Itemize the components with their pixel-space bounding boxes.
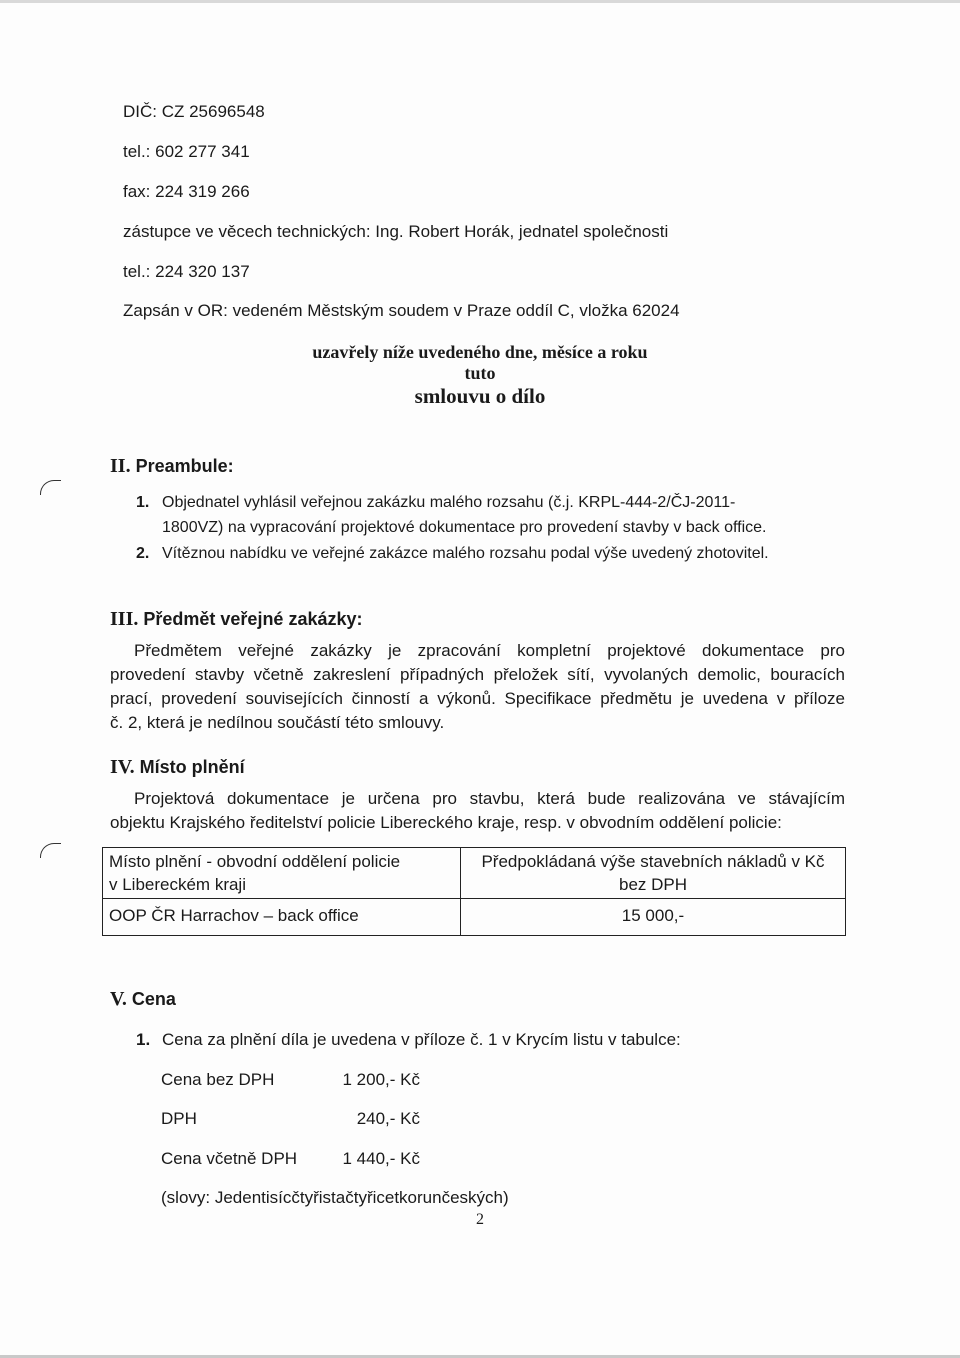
section-title: Cena — [131, 989, 176, 1009]
table-cell: OOP ČR Harrachov – back office — [103, 899, 461, 936]
fax-line: fax: 224 319 266 — [123, 182, 250, 201]
table-header-text: Místo plnění - obvodní oddělení policie — [109, 852, 401, 871]
list-item-text: Vítěznou nabídku ve veřejné zakázce malého rozsahu podal výše uvedený zhotovitel. — [162, 545, 769, 562]
section-number: II. — [110, 455, 131, 477]
page-edge-top — [0, 0, 960, 3]
paragraph-line: Projektová dokumentace je určena pro stavbu, která bude realizována ve stávajícím — [134, 789, 845, 808]
section-title: Předmět veřejné zakázky: — [143, 609, 363, 629]
price-label: Cena včetně DPH — [161, 1149, 298, 1168]
cost-table — [102, 847, 846, 936]
representative-line: zástupce ve věcech technických: Ing. Robert Horák, jednatel společnosti — [123, 222, 669, 241]
paragraph-line: Předmětem veřejné zakázky je zpracování kompletní projektové dokumentace pro — [134, 641, 845, 660]
predmet-paragraph — [110, 639, 845, 735]
list-item-text: 1800VZ) na vypracování projektové dokumentace pro provedení stavby v back office. — [162, 519, 767, 536]
fold-mark-icon — [40, 843, 61, 858]
section-number: IV. — [110, 756, 135, 778]
registry-line: Zapsán v OR: vedeném Městským soudem v Praze oddíl C, vložka 62024 — [123, 301, 680, 320]
section-heading-preambule — [110, 455, 234, 478]
price-value: 1 200,- Kč — [342, 1070, 420, 1089]
price-in-words: (slovy: Jedentisícčtyřistačtyřicetkorunčeských) — [161, 1188, 509, 1207]
dic-line: DIČ: CZ 25696548 — [123, 102, 265, 121]
table-header-cell — [461, 848, 846, 899]
price-label: Cena bez DPH — [161, 1070, 275, 1089]
table-row — [103, 899, 846, 936]
section-number: III. — [110, 608, 139, 630]
section-title: Preambule: — [135, 456, 234, 476]
section-title: Místo plnění — [139, 757, 245, 777]
table-header-text: v Libereckém kraji — [109, 875, 246, 894]
paragraph-line: objektu Krajského ředitelství policie Libereckého kraje, resp. v obvodním oddělení policie: — [110, 813, 782, 832]
list-number: 1. — [136, 494, 150, 511]
fold-mark-icon — [40, 480, 61, 495]
price-value: 1 440,- Kč — [342, 1149, 420, 1168]
section-number: V. — [110, 988, 127, 1010]
price-value: 240,- Kč — [356, 1109, 420, 1128]
table-cell: 15 000,- — [461, 899, 846, 936]
title-line-1: uzavřely níže uvedeného dne, měsíce a roku — [312, 342, 648, 362]
misto-paragraph — [110, 787, 845, 835]
list-item-text: Cena za plnění díla je uvedena v příloze č. 1 v Krycím listu v tabulce: — [162, 1030, 681, 1049]
paragraph-line: prací, provedení souvisejících činností a výkonů. Specifikace předmětu je uvedena v příloze — [110, 689, 845, 708]
page-number: 2 — [476, 1211, 484, 1228]
table-header-row — [103, 848, 846, 899]
tel2-line: tel.: 224 320 137 — [123, 262, 250, 281]
page-title: smlouvu o dílo — [414, 384, 546, 408]
list-item-text: Objednatel vyhlásil veřejnou zakázku malého rozsahu (č.j. KRPL-444-2/ČJ-2011- — [162, 494, 736, 511]
title-line-2: tuto — [464, 363, 496, 383]
list-number: 2. — [136, 545, 150, 562]
table-header-cell — [103, 848, 461, 899]
section-heading-cena — [110, 988, 176, 1011]
paragraph-line: č. 2, která je nedílnou součástí této smlouvy. — [110, 713, 445, 732]
table-header-text: bez DPH — [618, 875, 688, 894]
section-heading-predmet — [110, 608, 363, 631]
price-label: DPH — [161, 1109, 197, 1128]
table-header-text: Předpokládaná výše stavebních nákladů v Kč — [481, 852, 825, 871]
tel-line: tel.: 602 277 341 — [123, 142, 250, 161]
list-number: 1. — [136, 1030, 151, 1049]
section-heading-misto — [110, 756, 245, 779]
paragraph-line: provedení stavby včetně zakreslení případných přeložek sítí, vyvolaných demolic, bouracích — [110, 665, 845, 684]
